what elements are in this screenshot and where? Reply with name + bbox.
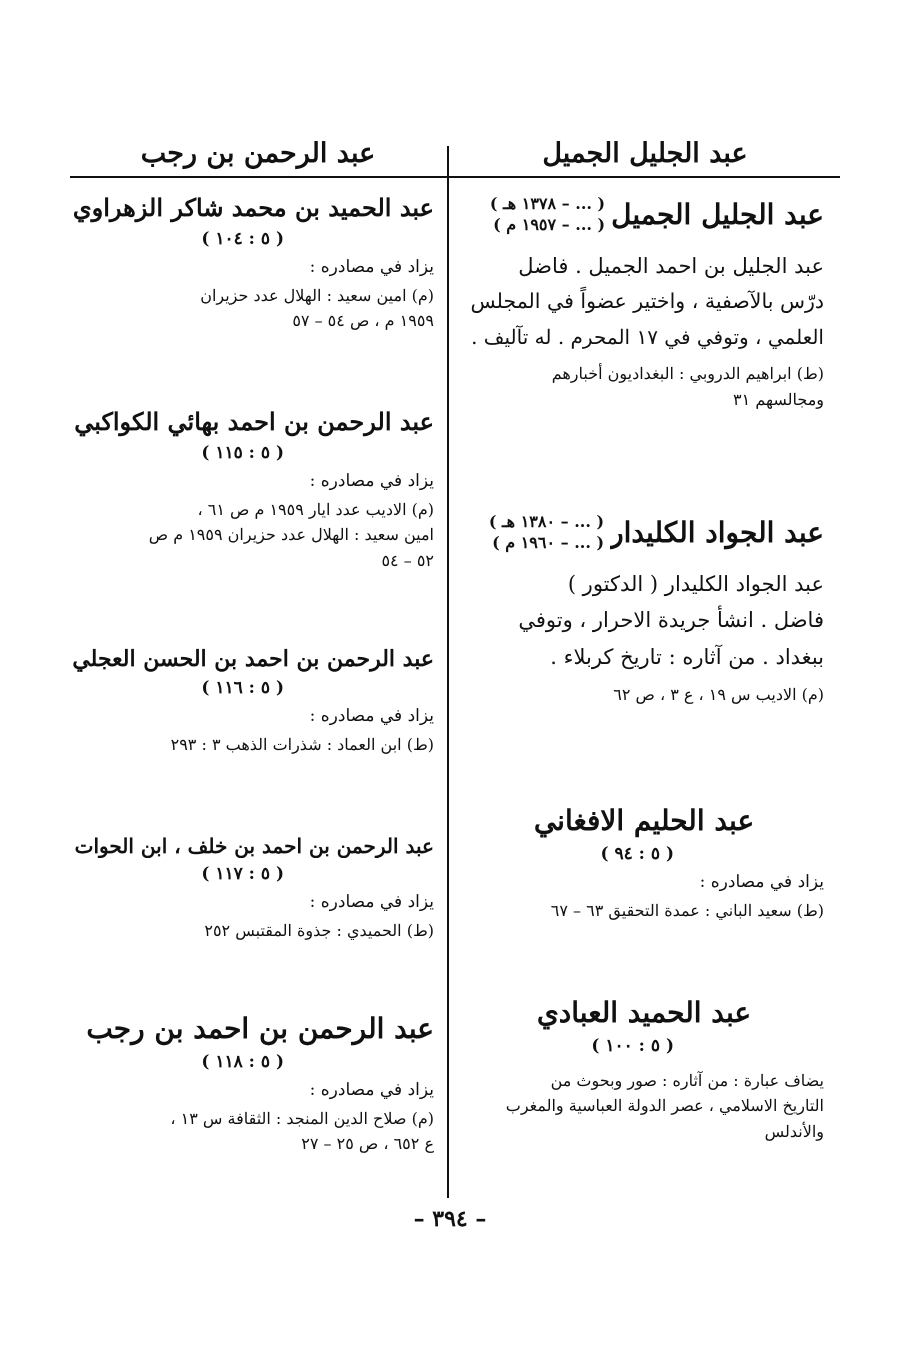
source-line: ع ٦٥٢ ، ص ٢٥ – ٢٧ (301, 1134, 434, 1154)
source-line: ١٩٥٩ م ، ص ٥٤ – ٥٧ (292, 311, 434, 331)
entry-sources (72, 1106, 434, 1157)
entry-intro: يزاد في مصادره : (309, 470, 434, 491)
source-line: يضاف عبارة : من آثاره : صور وبحوث من (550, 1070, 824, 1090)
page-number: – ٣٩٤ – (413, 1206, 487, 1232)
entry-volume-ref: ( ٥ : ٩٤ ) (600, 843, 674, 864)
entry-volume-ref: ( ٥ : ١١٥ ) (201, 442, 284, 463)
dates-hijri: ( ... – ١٣٨٠ هـ ) (488, 512, 605, 531)
header-rule (70, 176, 840, 178)
entry-name: عبد الجواد الكليدار (610, 516, 824, 549)
source-line: (م) الاديب س ١٩ ، ع ٣ ، ص ٦٢ (613, 684, 824, 704)
source-line: (ط) ابن العماد : شذرات الذهب ٣ : ٢٩٣ (170, 735, 434, 755)
source-line: ومجالسهم ٣١ (733, 389, 824, 409)
entry-name: عبد الرحمن بن احمد بن رجب (86, 1012, 434, 1045)
bio-line: ببغداد . من آثاره : تاريخ كربلاء . (550, 645, 824, 670)
entry-sources (72, 497, 434, 574)
entry-intro: يزاد في مصادره : (309, 256, 434, 277)
source-line: (ط) الحميدي : جذوة المقتبس ٢٥٢ (204, 921, 434, 940)
column-divider (447, 146, 449, 1198)
dates-gregorian: ( ... – ١٩٥٧ م ) (493, 214, 606, 234)
entry-abd-al-jawad (464, 512, 824, 707)
source-line: (م) امين سعيد : الهلال عدد حزيران (200, 285, 434, 305)
bio-line: العلمي ، وتوفي في ١٧ المحرم . له تآليف . (471, 325, 824, 350)
entry-sources (72, 732, 434, 758)
entry-sources (464, 361, 824, 412)
entry-name: عبد الجليل الجميل (611, 198, 824, 231)
entry-abd-al-jalil (464, 194, 824, 412)
entry-volume-ref: ( ٥ : ١١٨ ) (201, 1051, 284, 1072)
entry-volume-ref: ( ٥ : ١٠٤ ) (201, 228, 284, 249)
entry-intro: يزاد في مصادره : (699, 871, 824, 892)
entry-bio (464, 248, 824, 356)
bio-line: عبد الجليل بن احمد الجميل . فاضل (518, 253, 824, 278)
source-line: التاريخ الاسلامي ، عصر الدولة العباسية والمغرب (505, 1096, 824, 1116)
entry-ijli (72, 646, 434, 758)
entry-name: عبد الرحمن بن احمد بن خلف ، ابن الحوات (74, 834, 434, 858)
entry-bio (464, 566, 824, 676)
running-header-right: عبد الجليل الجميل (542, 138, 748, 169)
entry-zahrawi (72, 194, 434, 334)
entry-intro: يزاد في مصادره : (309, 892, 434, 912)
entry-ibn-al-hawwat (72, 834, 434, 944)
entry-dates (489, 512, 604, 554)
bio-line: فاضل . انشأ جريدة الاحرار ، وتوفي (518, 608, 824, 633)
entry-abd-al-halim (464, 804, 824, 923)
entry-sources (72, 918, 434, 944)
entry-ibn-rajab (72, 1012, 434, 1157)
entry-name: عبد الرحمن بن احمد بهائي الكواكبي (74, 408, 434, 436)
entry-sources (464, 898, 824, 924)
entry-sources (464, 1068, 824, 1145)
entry-name: عبد الحليم الافغاني (533, 804, 755, 837)
entry-volume-ref: ( ٥ : ١١٧ ) (201, 864, 284, 884)
source-line: (ط) ابراهيم الدروبي : البغداديون أخبارهم (551, 364, 824, 384)
entry-kawakibi (72, 408, 434, 574)
source-line: ٥٢ – ٥٤ (381, 550, 434, 570)
running-header-left: عبد الرحمن بن رجب (140, 138, 376, 169)
entry-name: عبد الرحمن بن احمد بن الحسن العجلي (72, 646, 434, 672)
entry-intro: يزاد في مصادره : (309, 706, 434, 727)
entry-intro: يزاد في مصادره : (309, 1079, 434, 1100)
dates-hijri: ( ... – ١٣٧٨ هـ ) (489, 194, 606, 213)
bio-line: عبد الجواد الكليدار ( الدكتور ) (567, 571, 824, 596)
source-line: (م) الاديب عدد ايار ١٩٥٩ م ص ٦١ ، (197, 499, 434, 519)
bio-line: درّس بالآصفية ، واختير عضواً في المجلس (470, 289, 824, 314)
source-line: (ط) سعيد الباني : عمدة التحقيق ٦٣ – ٦٧ (550, 900, 824, 920)
entry-name: عبد الحميد العبادي (536, 996, 752, 1029)
entry-sources (464, 682, 824, 708)
source-line: (م) صلاح الدين المنجد : الثقافة س ١٣ ، (170, 1108, 434, 1128)
dates-gregorian: ( ... – ١٩٦٠ م ) (492, 532, 605, 552)
entry-abd-al-hamid-abbadi (464, 996, 824, 1144)
source-line: والأندلس (764, 1121, 824, 1141)
entry-volume-ref: ( ٥ : ١٠٠ ) (591, 1035, 674, 1056)
entry-sources (72, 283, 434, 334)
entry-name: عبد الحميد بن محمد شاكر الزهراوي (72, 194, 434, 222)
entry-dates (490, 194, 605, 236)
entry-volume-ref: ( ٥ : ١١٦ ) (201, 678, 284, 699)
source-line: امين سعيد : الهلال عدد حزيران ١٩٥٩ م ص (148, 525, 434, 545)
